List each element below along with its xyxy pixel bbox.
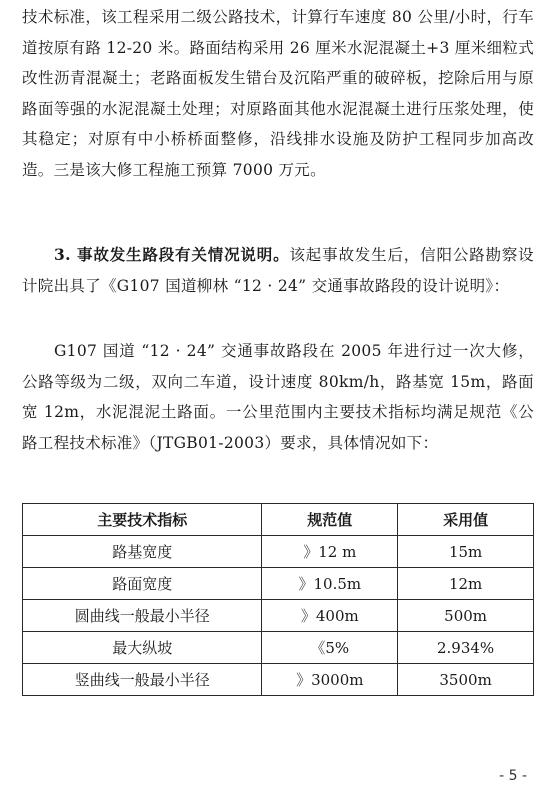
paragraph-project-standards: 技术标准，该工程采用二级公路技术，计算行车速度 80 公里/小时，行车道按原有路 12-20 米。路面结构采用 26 厘米水泥混凝土+3 厘米细粒式改性沥青混凝土；老路面板发生错台及沉陷严重的破碎板，挖除后用与原路面等强的水泥混凝土处理；对原路面其他水泥混凝土进行压浆处理，使其稳定；对原有中小桥桥面整修，沿线排水设施及防护工程同步加高改造。三是该大修工程施工预算 7000 万元。: [22, 8, 534, 179]
section-heading: 3. 事故发生路段有关情况说明。: [54, 245, 290, 264]
section-text: 该起事故发生后，信阳公路勘察设计院出具了《G107 国道柳林 “12 · 24” 交通事故路段的设计说明》：: [22, 246, 534, 295]
paragraph-road-description: G107 国道 “12 · 24” 交通事故路段在 2005 年进行过一次大修，公路等级为二级，双向二车道，设计速度 80km/h，路基宽 15m，路面宽 12m，水泥混泥土路面。一公里范围内主要技术指标均满足规范《公路工程技术标准》（JTGB01-2003）要求，具体情况如下：: [22, 342, 534, 452]
paragraph-section-3: [22, 240, 534, 301]
cell-adopted: 3500m: [398, 664, 534, 696]
header-adopted-value: 采用值: [398, 504, 534, 536]
cell-adopted: 12m: [398, 568, 534, 600]
page-number: - 5 -: [499, 768, 527, 784]
technical-indicators-table: [22, 503, 534, 696]
table-row: [23, 664, 534, 696]
cell-adopted: 2.934%: [398, 632, 534, 664]
cell-standard: 》400m: [262, 600, 398, 632]
cell-adopted: 15m: [398, 536, 534, 568]
table-row: [23, 600, 534, 632]
cell-standard: 《5%: [262, 632, 398, 664]
table-row: [23, 568, 534, 600]
table-row: [23, 632, 534, 664]
header-standard-value: 规范值: [262, 504, 398, 536]
cell-indicator: 圆曲线一般最小半径: [23, 600, 262, 632]
cell-adopted: 500m: [398, 600, 534, 632]
cell-standard: 》12 m: [262, 536, 398, 568]
cell-indicator: 路基宽度: [23, 536, 262, 568]
cell-standard: 》3000m: [262, 664, 398, 696]
header-indicator: 主要技术指标: [23, 504, 262, 536]
table-row: [23, 536, 534, 568]
cell-standard: 》10.5m: [262, 568, 398, 600]
cell-indicator: 最大纵坡: [23, 632, 262, 664]
table-header-row: [23, 504, 534, 536]
cell-indicator: 路面宽度: [23, 568, 262, 600]
cell-indicator: 竖曲线一般最小半径: [23, 664, 262, 696]
